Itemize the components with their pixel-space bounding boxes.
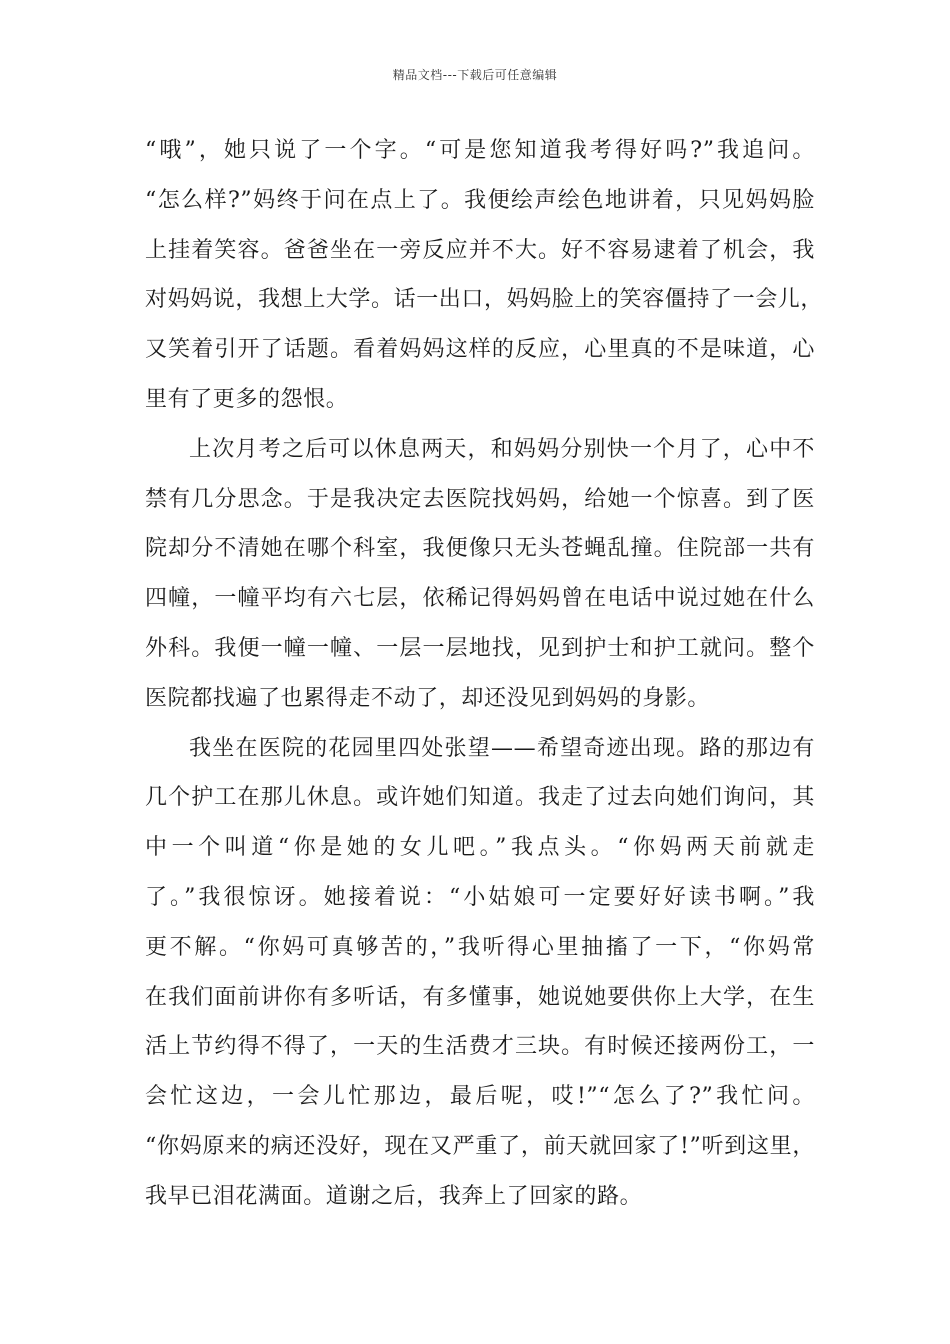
text-line: 了。”我很惊讶。她接着说：“小姑娘可一定要好好读书啊。”我 xyxy=(145,884,815,910)
text-line: 活上节约得不得了，一天的生活费才三块。有时候还接两份工，一 xyxy=(145,1034,815,1060)
text-line: 四幢，一幢平均有六七层，依稀记得妈妈曾在电话中说过她在什么 xyxy=(145,586,815,612)
text-line: 院却分不清她在哪个科室，我便像只无头苍蝇乱撞。住院部一共有 xyxy=(145,536,815,562)
text-line: 我早已泪花满面。道谢之后，我奔上了回家的路。 xyxy=(145,1183,643,1209)
page-header: 精品文档---下载后可任意编辑 xyxy=(392,68,558,82)
text-line: 会忙这边，一会儿忙那边，最后呢，哎!”“怎么了?”我忙问。 xyxy=(145,1084,815,1110)
text-line: 医院都找遍了也累得走不动了，却还没见到妈妈的身影。 xyxy=(145,685,711,711)
text-line: 中一个叫道“你是她的女儿吧。”我点头。“你妈两天前就走 xyxy=(145,835,815,861)
text-line: 上次月考之后可以休息两天，和妈妈分别快一个月了，心中不 xyxy=(189,436,815,462)
text-line: “怎么样?”妈终于问在点上了。我便绘声绘色地讲着，只见妈妈脸 xyxy=(145,187,815,213)
text-line: 几个护工在那儿休息。或许她们知道。我走了过去向她们询问，其 xyxy=(145,785,815,811)
text-line: “你妈原来的病还没好，现在又严重了，前天就回家了!”听到这里， xyxy=(145,1133,815,1159)
text-line: 在我们面前讲你有多听话，有多懂事，她说她要供你上大学，在生 xyxy=(145,984,815,1010)
text-line: 禁有几分思念。于是我决定去医院找妈妈，给她一个惊喜。到了医 xyxy=(145,486,815,512)
text-line: 上挂着笑容。爸爸坐在一旁反应并不大。好不容易逮着了机会，我 xyxy=(145,237,815,263)
text-line: 里有了更多的怨恨。 xyxy=(145,386,349,412)
document-body xyxy=(145,126,824,1222)
text-line: 我坐在医院的花园里四处张望——希望奇迹出现。路的那边有 xyxy=(189,735,815,761)
text-line: “哦”，她只说了一个字。“可是您知道我考得好吗?”我追问。 xyxy=(145,138,815,163)
text-line: 外科。我便一幢一幢、一层一层地找，见到护士和护工就问。整个 xyxy=(145,635,815,661)
text-line: 又笑着引开了话题。看着妈妈这样的反应，心里真的不是味道，心 xyxy=(145,337,815,363)
text-line: 对妈妈说，我想上大学。话一出口，妈妈脸上的笑容僵持了一会儿， xyxy=(145,287,824,313)
text-line: 更不解。“你妈可真够苦的，”我听得心里抽搐了一下，“你妈常 xyxy=(145,934,815,960)
